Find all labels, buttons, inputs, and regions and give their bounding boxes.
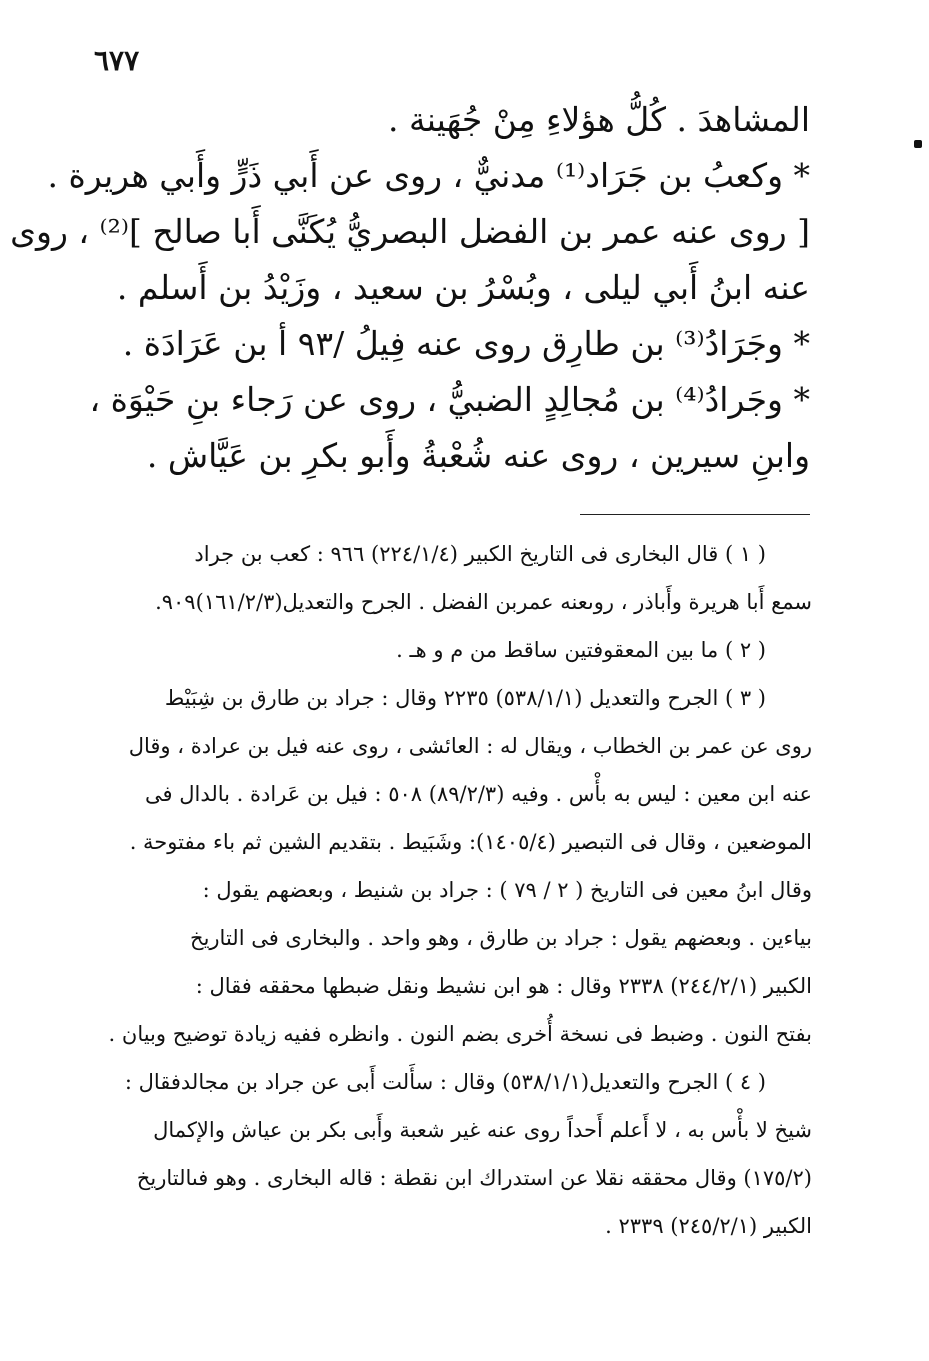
margin-mark bbox=[914, 140, 922, 148]
footnote-3 bbox=[72, 674, 812, 1058]
footnote-1 bbox=[72, 530, 812, 626]
footnote-line: ( ٤ ) الجرح والتعديل(٥٣٨/١/١) وقال : سأَلت أَبى عن جراد بن مجالدفقال : bbox=[124, 1070, 766, 1094]
main-text bbox=[10, 92, 810, 484]
footnote-line: شيخ لا بأْس به ، لا أَعلم أَحداً روى عنه غير شعبة وأَبى بكر بن عياش والإكمال bbox=[153, 1118, 812, 1142]
main-line: عنه ابنُ أَبي ليلى ، وبُسْرُ بن سعيد ، وزَيْدُ بن أَسلم . bbox=[116, 268, 810, 307]
main-line: المشاهدَ . كُلُّ هؤلاءِ مِنْ جُهَينة . bbox=[388, 100, 810, 139]
footnote-line: ( ١ ) قال البخارى فى التاريخ الكبير (٢٢٤/١/٤) ٩٦٦ : كعب بن جراد bbox=[194, 542, 766, 566]
footnote-separator bbox=[580, 514, 810, 515]
main-line: * وجَرادُ⁽⁴⁾ بن مُجالِدٍ الضبيُّ ، روى عن رَجاء بنِ حَيْوَة ، bbox=[89, 380, 810, 419]
footnote-line: بفتح النون . وضبط فى نسخة أُخرى بضم النون . وانظره ففيه زيادة توضيح وبيان . bbox=[108, 1022, 812, 1046]
footnote-line: بياءين . وبعضهم يقول : جراد بن طارق ، وهو واحد . والبخارى فى التاريخ bbox=[190, 926, 812, 950]
footnote-line: عنه ابن معين : ليس به بأْس . وفيه (٨٩/٢/٣) ٥٠٨ : فيل بن عَرادة . بالدال فى bbox=[145, 782, 812, 806]
footnote-2 bbox=[72, 626, 812, 674]
footnote-line: ( ٣ ) الجرح والتعديل (٥٣٨/١/١) ٢٢٣٥ وقال : جراد بن طارق بن شِبَيْط bbox=[164, 686, 766, 710]
footnote-4 bbox=[72, 1058, 812, 1250]
main-line: وابنِ سيرين ، روى عنه شُعْبةُ وأَبو بكرِ بن عَيَّاش . bbox=[146, 436, 810, 475]
main-line: [ روى عنه عمر بن الفضل البصريُّ يُكَنَّى أَبا صالح ]⁽²⁾ ، روى bbox=[10, 212, 810, 251]
footnote-line: الكبير (٢٤٥/٢/١) ٢٣٣٩ . bbox=[605, 1214, 812, 1238]
footnotes bbox=[72, 530, 812, 1250]
footnote-line: الكبير (٢٤٤/٢/١) ٢٣٣٨ وقال : هو ابن نشيط ونقل ضبطها محققه فقال : bbox=[195, 974, 812, 998]
main-line: * وجَرَادُ⁽³⁾ بن طارِق روى عنه فِيلُ /٩٣ أ بن عَرَادَة . bbox=[122, 324, 810, 363]
main-line: * وكعبُ بن جَرَاد⁽¹⁾ مدنيٌّ ، روى عن أَبي ذَرٍّ وأَبي هريرة . bbox=[47, 156, 810, 195]
footnote-line: (١٧٥/٢) وقال محققه نقلا عن استدراك ابن نقطة : قاله البخارى . وهو فىالتاريخ bbox=[136, 1166, 812, 1190]
footnote-line: سمع أَبا هريرة وأَباذر ، روىعنه عمربن الفضل . الجرح والتعديل(١٦١/٢/٣)٩٠٩. bbox=[155, 590, 812, 614]
footnote-line: ( ٢ ) ما بين المعقوفتين ساقط من م و هـ . bbox=[396, 638, 766, 662]
footnote-line: روى عن عمر بن الخطاب ، ويقال له : العائشى ، روى عنه فيل بن عرادة ، وقال bbox=[128, 734, 812, 758]
footnote-line: وقال ابنُ معين فى التاريخ ( ٢ / ٧٩ ) : جراد بن شنيط ، وبعضهم يقول : bbox=[202, 878, 812, 902]
page-number: ٦٧٧ bbox=[94, 44, 140, 77]
footnote-line: الموضعين ، وقال فى التبصير (١٤٠٥/٤): وشَبَيط . بتقديم الشين ثم باء مفتوحة . bbox=[129, 830, 812, 854]
